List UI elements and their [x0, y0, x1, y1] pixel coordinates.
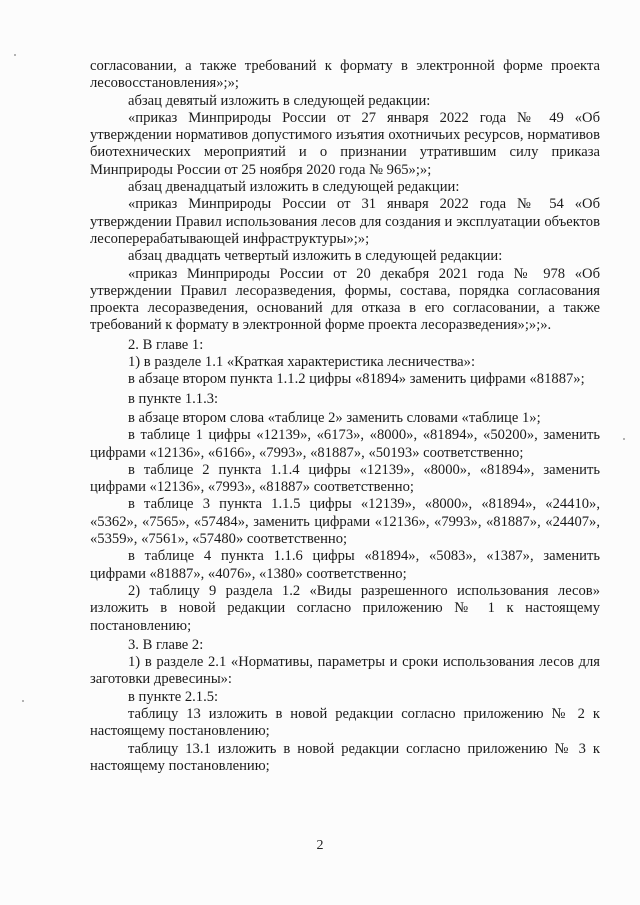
paragraph-chapter-2: 3. В главе 2:: [128, 636, 204, 653]
paragraph-table-3: в таблице 3 пункта 1.1.5 цифры «12139», «8000», «81894», «24410», «5362», «7565», «57484», заменить цифрами «12136», «7993», «81887», «24407», «5359», «7561», «57480» соответственно;: [90, 496, 600, 548]
paragraph-table-13: таблицу 13 изложить в новой редакции согласно приложению № 2 к настоящему постановлению;: [90, 705, 600, 740]
paragraph-table-9: 2) таблицу 9 раздела 1.2 «Виды разрешенного использования лесов» изложить в новой редакции согласно приложению № 1 к настоящему постановлению;: [90, 582, 600, 634]
paragraph-table-4: в таблице 4 пункта 1.1.6 цифры «81894», «5083», «1387», заменить цифрами «81887», «4076», «1380» соответственно;: [90, 548, 600, 582]
paragraph-table-1: в таблице 1 цифры «12139», «6173», «8000», «81894», «50200», заменить цифрами «12136», «6166», «7993», «81887», «50193» соответственно;: [90, 427, 600, 461]
document-body: [90, 58, 600, 775]
paragraph-amend-twenty-fourth: абзац двадцать четвертый изложить в следующей редакции:: [128, 248, 503, 265]
paragraph-table-2: в таблице 2 пункта 1.1.4 цифры «12139», «8000», «81894», заменить цифрами «12136», «7993», «81887» соответственно;: [90, 461, 600, 496]
paragraph-section-1-1: 1) в разделе 1.1 «Краткая характеристика лесничества»:: [128, 354, 475, 371]
scan-speck: [623, 438, 625, 440]
scan-speck: [22, 700, 24, 702]
paragraph-order-49: «приказ Минприроды России от 27 января 2022 года № 49 «Об утверждении нормативов допустимого изъятия охотничьих ресурсов, нормативов биотехнических мероприятий и о признании утратившим силу приказа Минприроды России от 25 ноября 2020 года № 965»;»;: [90, 109, 600, 178]
paragraph-table-13-1: таблицу 13.1 изложить в новой редакции согласно приложению № 3 к настоящему постановлению;: [90, 740, 600, 774]
paragraph-amend-ninth: абзац девятый изложить в следующей редакции:: [128, 92, 431, 109]
paragraph-item-1-1-3: в пункте 1.1.3:: [128, 390, 219, 407]
paragraph-table-2-replace: в абзаце втором слова «таблице 2» заменить словами «таблице 1»;: [128, 409, 541, 426]
page-number: 2: [316, 838, 324, 853]
paragraph-section-2-1: 1) в разделе 2.1 «Нормативы, параметры и сроки использования лесов для заготовки древесины»:: [90, 654, 600, 688]
scan-speck: [14, 54, 16, 56]
paragraph-item-1-1-2: в абзаце втором пункта 1.1.2 цифры «81894» заменить цифрами «81887»;: [128, 371, 585, 388]
paragraph-chapter-1: 2. В главе 1:: [128, 336, 204, 353]
paragraph-amend-twelfth: абзац двенадцатый изложить в следующей редакции:: [128, 179, 460, 196]
paragraph-order-978: «приказ Минприроды России от 20 декабря 2021 года № 978 «Об утверждении Правил лесоразведения, формы, состава, порядка согласования проекта лесоразведения, оснований для отказа в его согласовании, а также требований к формату в электронной форме проекта лесоразведения»;»;».: [90, 265, 600, 334]
paragraph-item-2-1-5: в пункте 2.1.5:: [128, 688, 219, 705]
paragraph-continuation: согласовании, а также требований к формату в электронной форме проекта лесовосстановления»;»;: [90, 58, 600, 92]
paragraph-order-54: «приказ Минприроды России от 31 января 2022 года № 54 «Об утверждении Правил использования лесов для создания и эксплуатации объектов лесоперерабатывающей инфраструктуры»;»;: [90, 196, 600, 247]
